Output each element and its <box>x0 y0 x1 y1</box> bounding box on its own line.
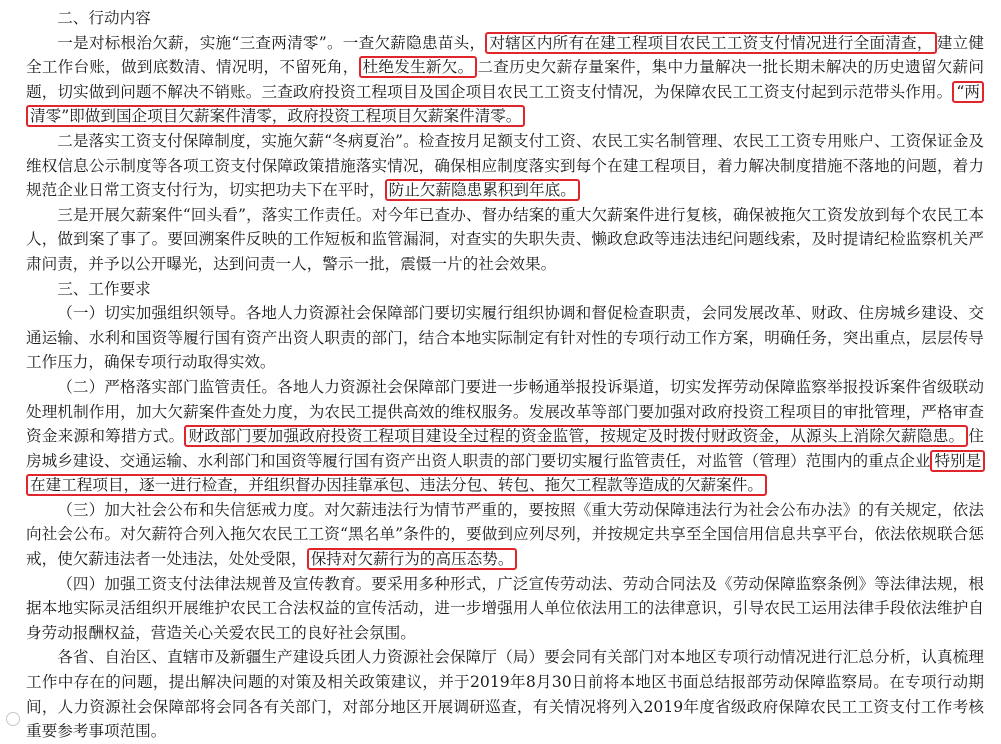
document-body <box>26 6 984 744</box>
paragraph-3: 三是开展欠薪案件“回头看”，落实工作责任。对今年已查办、督办结案的重大欠薪案件进行复核，确保被拖欠工资发放到每个农民工本人，做到案了事了。要回溯案件反映的工作短板和监管漏洞，对查实的失职失责、懒政怠政等违法违纪问题线索，及时提请纪检监察机关严肃问责，并予以公开曝光，达到问责一人，警示一批，震慑一片的社会效果。 <box>26 205 984 273</box>
highlight-box: 特别是在建工程项目，逐一进行检查，并组织督办因挂靠承包、违法分包、转包、拖欠工程款等造成的欠薪案件。 <box>26 450 985 497</box>
paragraph-5: （二）严格落实部门监管责任。各地人力资源社会保障部门要进一步畅通举报投诉渠道，切实发挥劳动保障监察举报投诉案件省级联动处理机制作用，加大欠薪案件查处力度，为农民工提供高效的维权服务。发展改革等部门要加强对政府投资工程项目的审批管理，严格审查资金来源和筹措方式。 财政部门要加强政府投资工程项目建设全过程的资金监管，按规定及时拨付财政资金，从源头上消除欠薪隐患。 住房城乡建设、交通运输、水利部门和国资等履行国有资产出资人职责的部门要切实履行监管责任，对监管（管理）范围内的重点企业 特别是在建工程项目，逐一进行检查，并组织督办因挂靠承包、违法分包、转包、拖欠工程款等造成的欠薪案件。 <box>26 377 984 495</box>
watermark <box>6 712 23 726</box>
section-heading-requirements: 三、工作要求 <box>57 279 151 298</box>
paragraph-6: （三）加大社会公布和失信惩戒力度。对欠薪违法行为情节严重的，要按照《重大劳动保障违法行为社会公布办法》的有关规定，依法向社会公布。对欠薪符合列入拖欠农民工工资“黑名单”条件的，要做到应列尽列，并按规定共享至全国信用信息共享平台，依法依规联合惩戒，使欠薪违法者一处违法，处处受限， 保持对欠薪行为的高压态势。 <box>26 500 984 569</box>
highlight-box: 保持对欠薪行为的高压态势。 <box>307 548 518 570</box>
paragraph-2: 二是落实工资支付保障制度，实施欠薪“冬病夏治”。检查按月足额支付工资、农民工实名制管理、农民工工资专用账户、工资保证金及维权信息公示制度等各项工资支付保障政策措施落实情况，确保相应制度落实到每个在建工程项目，着力解决制度措施不落地的问题，着力规范企业日常工资支付行为，切实把功夫下在平时， 防止欠薪隐患累积到年底。 <box>26 131 984 200</box>
section-heading-actions: 二、行动内容 <box>57 9 151 27</box>
paragraph-8: 各省、自治区、直辖市及新疆生产建设兵团人力资源社会保障厅（局）要会同有关部门对本地区专项行动情况进行汇总分析，认真梳理工作中存在的问题，提出解决问题的对策及相关政策建议，并于2019年8月30日前将本地区书面总结报部劳动保障监察局。在专项行动期间，人力资源社会保障部将会同各有关部门，对部分地区开展调研巡查，有关情况将列入2019年度省级政府保障农民工工资支付工作考核重要参考事项范围。 <box>26 648 984 741</box>
highlight-box: “两清零”即做到国企项目欠薪案件清零，政府投资工程项目欠薪案件清零。 <box>26 81 984 128</box>
watermark-logo-icon <box>6 712 20 726</box>
highlight-box: 杜绝发生新欠。 <box>359 56 478 78</box>
highlight-box: 防止欠薪隐患累积到年底。 <box>385 179 580 201</box>
highlight-box: 对辖区内所有在建工程项目农民工工资支付情况进行全面清查， <box>485 32 936 54</box>
paragraph-4: （一）切实加强组织领导。各地人力资源社会保障部门要切实履行组织协调和督促检查职责，会同发展改革、财政、住房城乡建设、交通运输、水利和国资等履行国有资产出资人职责的部门，结合本地实际制定有针对性的专项行动工作方案，明确任务，突出重点，层层传导工作压力，确保专项行动取得实效。 <box>26 304 984 372</box>
paragraph-1: 一是对标根治欠薪，实施“三查两清零”。一查欠薪隐患苗头， 对辖区内所有在建工程项目农民工工资支付情况进行全面清查， 建立健全工作台账，做到底数清、情况明，不留死角， 杜绝发生新欠。 二查历史欠薪存量案件，集中力量解决一批长期未解决的历史遗留欠薪问题，切实做到问题不解决不销账。三查政府投资工程项目及国企项目农民工工资支付情况，为保障农民工工资支付起到示范带头作用。 “两清零”即做到国企项目欠薪案件清零，政府投资工程项目欠薪案件清零。 <box>26 33 984 126</box>
paragraph-7: （四）加强工资支付法律法规普及宣传教育。要采用多种形式，广泛宣传劳动法、劳动合同法及《劳动保障监察条例》等法律法规，根据本地实际灵活组织开展维护农民工合法权益的宣传活动，进一步增强用人单位依法用工的法律意识，引导农民工运用法律手段依法维护自身劳动报酬权益，营造关心关爱农民工的良好社会氛围。 <box>26 574 984 642</box>
highlight-box: 财政部门要加强政府投资工程项目建设全过程的资金监管，按规定及时拨付财政资金，从源头上消除欠薪隐患。 <box>184 425 968 447</box>
